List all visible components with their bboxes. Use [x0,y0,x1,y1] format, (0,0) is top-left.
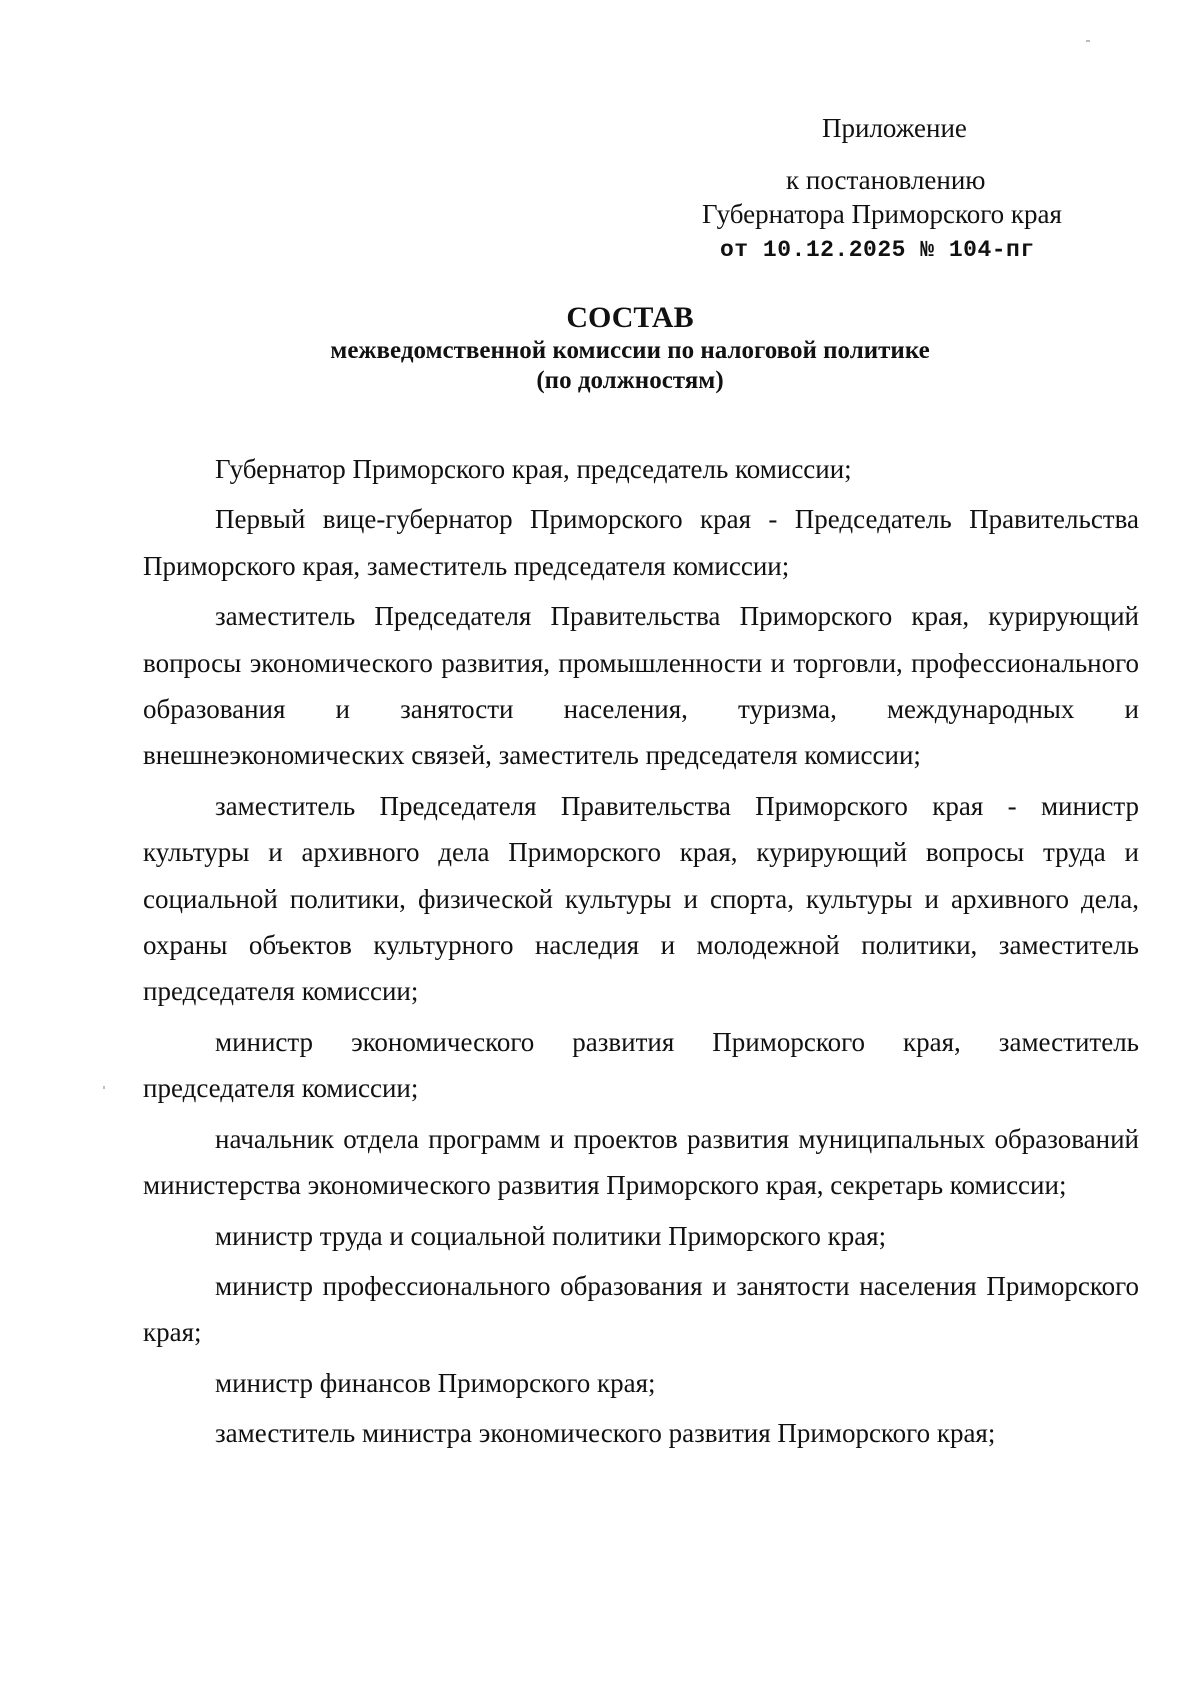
appendix-date-number: от 10.12.2025 № 104-пг [720,237,1035,263]
document-heading [140,300,1120,396]
member-item: заместитель Председателя Правительства Приморского края, курирующий вопросы экономического развития, промышленности и торговли, профессионального образования и занятости населения, туризма, международных и внешнеэкономических связей, заместитель председателя комиссии; [143,601,1139,771]
member-item: министр финансов Приморского края; [215,1367,656,1398]
document-subtitle: межведомственной комиссии по налоговой политике [330,337,930,364]
member-item: министр труда и социальной политики Приморского края; [215,1220,887,1251]
document-title: СОСТАВ [566,301,694,334]
member-item: заместитель министра экономического развития Приморского края; [215,1418,996,1449]
member-item: начальник отдела программ и проектов развития муниципальных образований министерства экономического развития Приморского края, секретарь комиссии; [143,1123,1139,1201]
member-item: Первый вице-губернатор Приморского края - Председатель Правительства Приморского края, заместитель председателя комиссии; [143,504,1139,581]
scan-artifact [1086,40,1090,42]
document-subtitle-note: (по должностям) [536,367,724,394]
appendix-issuer: Губернатора Приморского края [702,199,1062,229]
member-item: заместитель Председателя Правительства Приморского края - министр культуры и архивного дела Приморского края, курирующий вопросы труда и социальной политики, физической культуры и спорта, культуры и архивного дела, охраны объектов культурного наследия и молодежной политики, заместитель председателя комиссии; [143,790,1139,1007]
member-item: Губернатор Приморского края, председатель комиссии; [215,454,852,484]
appendix-reference: к постановлению [786,165,986,195]
scan-artifact [103,1086,105,1089]
appendix-title: Приложение [822,113,967,143]
member-item: министр экономического развития Приморского края, заместитель председателя комиссии; [143,1026,1139,1104]
member-item: министр профессионального образования и занятости населения Приморского края; [143,1270,1139,1348]
members-list [143,446,1139,1461]
